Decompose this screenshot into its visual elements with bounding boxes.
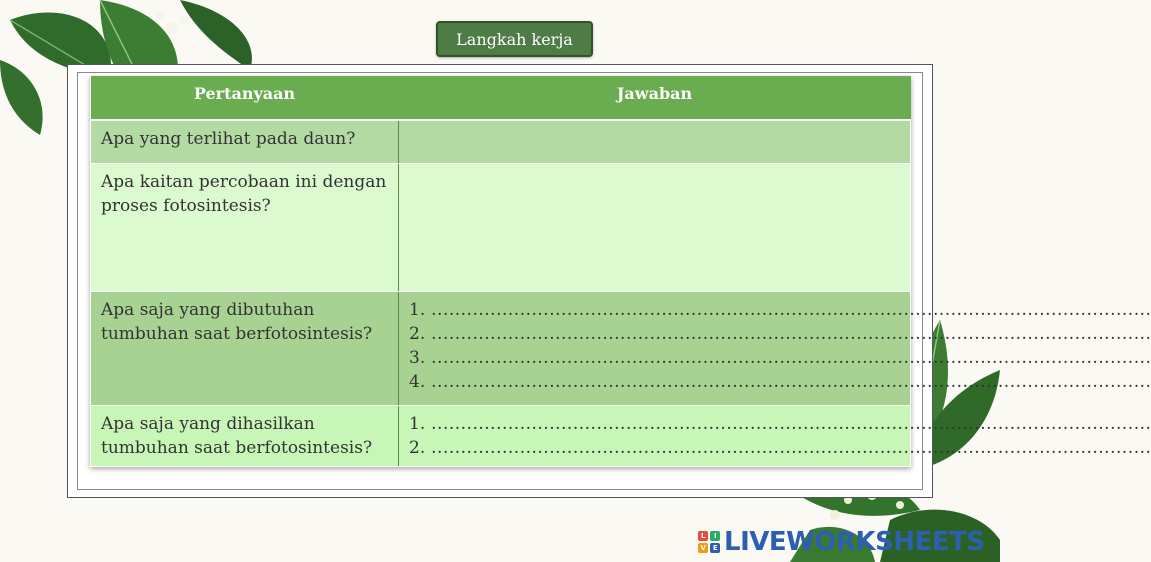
table-row [91, 291, 911, 405]
answer-line[interactable]: 1. .......................................................................................................................... [409, 299, 1151, 320]
answer-line[interactable]: 2. .......................................................................................................................... [409, 437, 1151, 458]
question-cell: Apa saja yang dibutuhan tumbuhan saat berfotosintesis? [91, 291, 399, 405]
question-cell: Apa kaitan percobaan ini dengan proses fotosintesis? [91, 163, 399, 291]
worksheet-table [90, 76, 1151, 467]
answer-line[interactable]: 2. .......................................................................................................................... [409, 323, 1151, 344]
answer-line[interactable]: 1. .......................................................................................................................... [409, 413, 1151, 434]
answer-line[interactable]: 4. .......................................................................................................................... [409, 371, 1151, 392]
answer-cell [399, 291, 1151, 405]
liveworksheets-watermark [698, 527, 985, 557]
table-row [91, 120, 911, 163]
watermark-text: LIVEWORKSHEETS [724, 527, 985, 557]
section-title: Langkah kerja [436, 21, 593, 57]
answer-cell[interactable] [399, 120, 911, 163]
answer-line[interactable]: 3. .......................................................................................................................... [409, 347, 1151, 368]
table-row [91, 163, 911, 291]
liveworksheets-logo-icon: L I V E [698, 531, 720, 553]
question-cell: Apa yang terlihat pada daun? [91, 120, 399, 163]
column-header-answer: Jawaban [399, 76, 911, 120]
table-row [91, 405, 911, 466]
table-header-row [91, 76, 911, 120]
answer-cell[interactable] [399, 163, 911, 291]
answer-cell [399, 405, 1151, 466]
question-cell: Apa saja yang dihasilkan tumbuhan saat berfotosintesis? [91, 405, 399, 466]
column-header-question: Pertanyaan [91, 76, 399, 120]
